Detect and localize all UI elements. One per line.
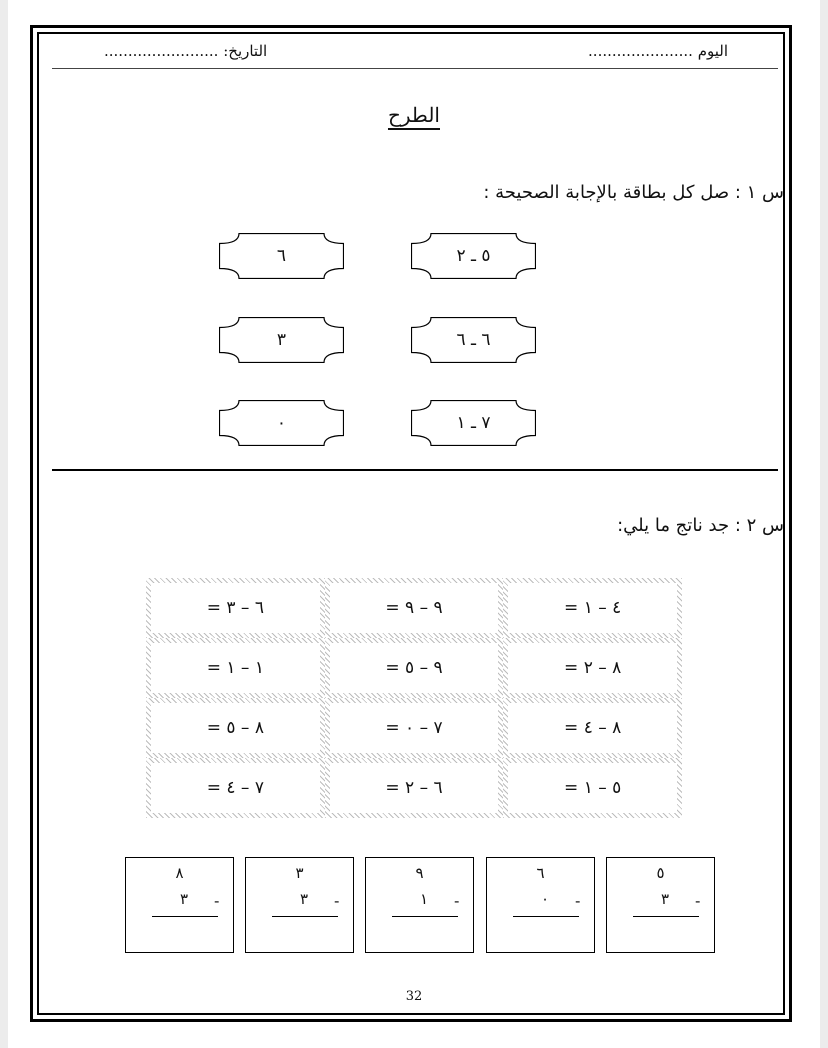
page-title-text: الطرح bbox=[387, 103, 440, 127]
answer-line bbox=[152, 916, 218, 917]
page-title bbox=[0, 103, 828, 127]
grid-problem[interactable]: ٩ – ٥ = bbox=[385, 658, 443, 678]
date-label: التاريخ: ........................ bbox=[104, 42, 268, 60]
vertical-problem-box[interactable] bbox=[486, 857, 595, 953]
answer-card-1[interactable] bbox=[219, 233, 344, 279]
vertical-problem-box[interactable] bbox=[606, 857, 715, 953]
answer-card-3[interactable] bbox=[219, 400, 344, 446]
expression-card-2[interactable] bbox=[411, 317, 536, 363]
grid-problem[interactable]: ٥ – ١ = bbox=[564, 778, 622, 798]
answer-card-2[interactable] bbox=[219, 317, 344, 363]
subtrahend: ٠ bbox=[540, 890, 550, 908]
page-number: 32 bbox=[405, 989, 423, 1004]
expression-card-1[interactable] bbox=[411, 233, 536, 279]
expression-card-3[interactable] bbox=[411, 400, 536, 446]
answer-card-value: ٠ bbox=[276, 413, 287, 433]
answer-line bbox=[513, 916, 579, 917]
grid-problem[interactable]: ٦ – ٢ = bbox=[385, 778, 443, 798]
subtrahend: ٣ bbox=[299, 890, 309, 908]
expression-card-value: ٧ ـ ١ bbox=[456, 413, 491, 433]
answer-card-value: ٦ bbox=[276, 246, 287, 266]
expression-card-value: ٥ ـ ٢ bbox=[456, 246, 491, 266]
minus-sign: - bbox=[334, 892, 340, 910]
grid-problem[interactable]: ٨ – ٥ = bbox=[206, 718, 264, 738]
subtrahend: ٣ bbox=[660, 890, 670, 908]
answer-card-value: ٣ bbox=[276, 330, 287, 350]
minus-sign: - bbox=[454, 892, 460, 910]
answer-line bbox=[272, 916, 338, 917]
grid-problem[interactable]: ٩ – ٩ = bbox=[385, 598, 443, 618]
grid-problem[interactable]: ٧ – ٠ = bbox=[385, 718, 443, 738]
header-divider bbox=[52, 68, 778, 69]
day-label: اليوم ...................... bbox=[588, 42, 728, 60]
minus-sign: - bbox=[575, 892, 581, 910]
minuend: ٨ bbox=[175, 864, 184, 882]
minuend: ٩ bbox=[415, 864, 424, 882]
grid-problem[interactable]: ٨ – ٤ = bbox=[564, 718, 622, 738]
vertical-problem-box[interactable] bbox=[125, 857, 234, 953]
minuend: ٣ bbox=[295, 864, 304, 882]
section-divider bbox=[52, 469, 778, 471]
vertical-problem-box[interactable] bbox=[365, 857, 474, 953]
grid-problem[interactable]: ١ – ١ = bbox=[206, 658, 264, 678]
vertical-problem-box[interactable] bbox=[245, 857, 354, 953]
subtrahend: ٣ bbox=[179, 890, 189, 908]
minuend: ٥ bbox=[656, 864, 665, 882]
answer-line bbox=[633, 916, 699, 917]
question-1-prompt: س ١ : صل كل بطاقة بالإجابة الصحيحة : bbox=[483, 182, 784, 203]
grid-problem[interactable]: ٤ – ١ = bbox=[564, 598, 622, 618]
grid-problem[interactable]: ٨ – ٢ = bbox=[564, 658, 622, 678]
minuend: ٦ bbox=[536, 864, 545, 882]
answer-line bbox=[392, 916, 458, 917]
question-2-prompt: س ٢ : جد ناتج ما يلي: bbox=[617, 515, 784, 536]
grid-problem[interactable]: ٧ – ٤ = bbox=[206, 778, 264, 798]
expression-card-value: ٦ ـ ٦ bbox=[456, 330, 491, 350]
minus-sign: - bbox=[695, 892, 701, 910]
subtrahend: ١ bbox=[419, 890, 429, 908]
minus-sign: - bbox=[214, 892, 220, 910]
subtraction-grid bbox=[146, 578, 682, 818]
grid-problem[interactable]: ٦ – ٣ = bbox=[206, 598, 264, 618]
